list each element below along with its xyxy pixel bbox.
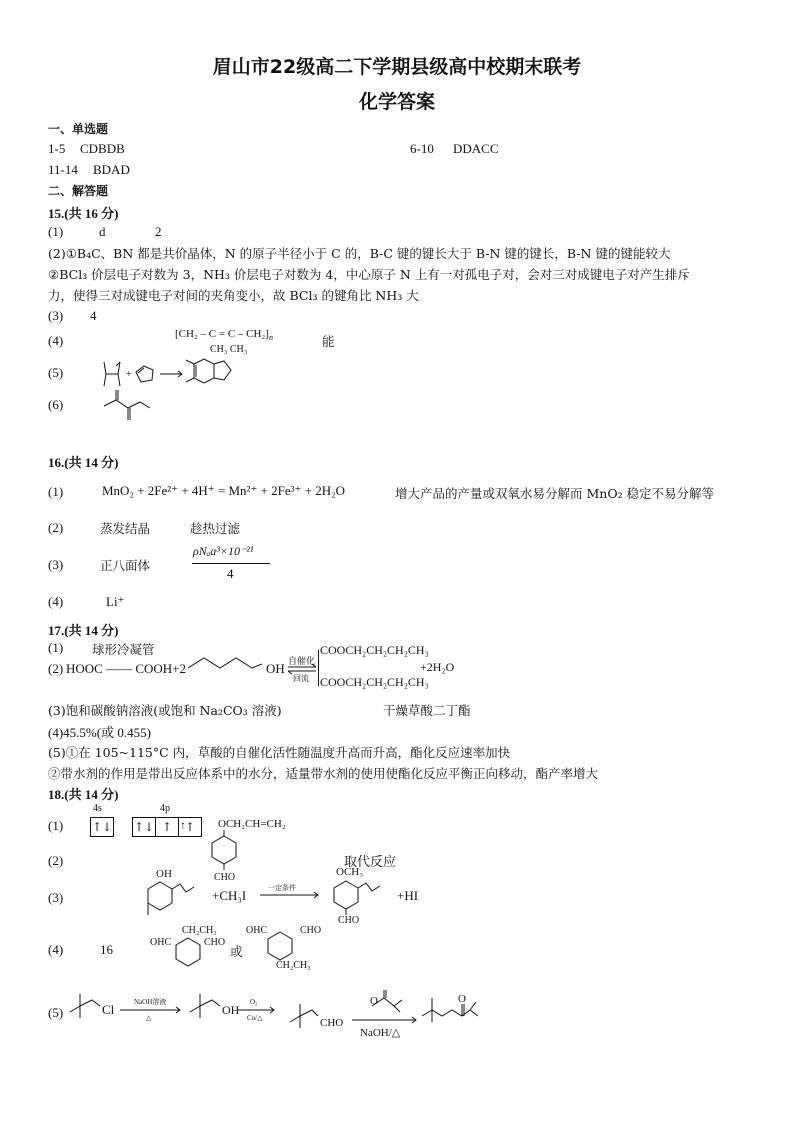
q17-p5-line2: ②带水剂的作用是带出反应体系中的水分，适量带水剂的使用使酯化反应平衡正向移动，酯产率增大 (48, 766, 599, 781)
mc-answers-2: DDACC (453, 141, 499, 156)
q18-p3-cho: CHO (338, 915, 360, 926)
svg-text:Cl: Cl (102, 1002, 115, 1017)
mc-answers-1: CDBDB (80, 141, 125, 156)
q18-p1-extra-arrow: ↑ (180, 818, 186, 832)
q17-p5-line1: (5)①在 105~115°C 内，草酸的自催化活性随温度升高而升高，酯化反应速率加快 (48, 745, 511, 760)
q15-p3-answer: 4 (90, 308, 97, 323)
q18-p2-reaction-type: 取代反应 (344, 855, 397, 870)
q18-p1-4p-label: 4p (160, 803, 170, 814)
mc-range-3: 11-14 (48, 162, 78, 177)
q18-p3-reactant-ring (146, 880, 196, 920)
q18-p3-och3: OCH₃ (336, 866, 364, 878)
q16-p4-num: (4) (48, 594, 64, 609)
q17-p1-num: (1) (48, 640, 64, 655)
q18-p4-isomer1-cho-left: OHC (150, 937, 172, 948)
q15-p2-line2: ②BCl₃ 价层电子对数为 3，NH₃ 价层电子对数为 4，中心原子 N 上有一对孤电子对，会对三对成键电子对产生排斥 (48, 267, 690, 282)
q18-p2-allyl-ether-top: OCH₂CH=CH₂ (218, 818, 286, 830)
q18-p4-count: 16 (100, 942, 113, 957)
q15-p2-line1: (2)①B₄C、BN 都是共价晶体，N 的原子半径小于 C 的，B-C 键的键长大于 B-N 键的键长，B-N 键的键能较大 (48, 246, 671, 261)
svg-text:△: △ (146, 1014, 152, 1022)
q17-p1-answer: 球形冷凝管 (92, 642, 155, 657)
q15-p2-line3: 力，使得三对成键电子对间的夹角变小，故 BCl₃ 的键角比 NH₃ 大 (48, 288, 419, 303)
q18-p3-reagent: +CH₃I (212, 888, 247, 903)
q15-p6-num: (6) (48, 397, 64, 412)
q17-p2-condition-top: 自催化 (288, 657, 316, 667)
svg-text:NaOH溶液: NaOH溶液 (134, 998, 167, 1006)
q16-p1-equation: MnO₂ + 2Fe²⁺ + 4H⁺ = Mn²⁺ + 2Fe³⁺ + 2H₂O (102, 483, 346, 498)
q16-p2-num: (2) (48, 520, 64, 535)
q17-p2-water: +2H₂O (420, 660, 455, 674)
q15-p6-diketone-structure (100, 388, 160, 438)
q17-p3-answer: (3)饱和碳酸钠溶液(或饱和 Na₂CO₃ 溶液) (48, 703, 282, 718)
q18-p4-isomer2-ethyl: CH₂CH₃ (276, 960, 311, 971)
q16-p3-numerator: ρNₐa³×10⁻²¹ (193, 544, 254, 558)
mc-range-2: 6-10 (410, 141, 434, 156)
q17-p2-ester-top: COOCH₂CH₂CH₂CH₃ (320, 643, 429, 657)
svg-text:+: + (126, 369, 132, 380)
q18-p3-product-ring (332, 879, 382, 919)
q16-header: 16.(共 14 分) (48, 455, 119, 470)
q18-p2-num: (2) (48, 853, 64, 868)
svg-text:NaOH/△: NaOH/△ (360, 1027, 401, 1039)
mc-range-1: 1-5 (48, 141, 66, 156)
svg-text:CHO: CHO (320, 1017, 344, 1029)
q18-p3-reaction-arrow (258, 891, 322, 899)
q15-p4-answer: 能 (322, 334, 335, 349)
q17-header: 17.(共 14 分) (48, 623, 119, 638)
q18-p1-orbital-4p-box1: ↑↓ (132, 817, 156, 837)
q16-p3-denominator: 4 (227, 566, 234, 581)
q16-p1-note: 增大产品的产量或双氧水易分解而 MnO₂ 稳定不易分解等 (395, 486, 715, 501)
page-title: 眉山市22级高二下学期县级高中校期末联考 (212, 56, 582, 78)
q18-p4-num: (4) (48, 942, 64, 957)
q17-p4-answer: (4)45.5%(或 0.455) (48, 725, 151, 740)
q18-p1-orbital-4s: ↑↓ (90, 817, 114, 837)
q18-p4-isomer1-cho-right: CHO (204, 937, 226, 948)
q18-p5-synthesis-route (66, 990, 496, 1040)
q15-p1-answer-b: 2 (155, 224, 162, 239)
svg-text:OH: OH (222, 1003, 240, 1017)
q18-p1-orbital-4p (132, 817, 202, 837)
section-heading-free: 二、解答题 (48, 184, 109, 198)
svg-text:O: O (458, 993, 466, 1005)
page-subtitle: 化学答案 (358, 91, 435, 113)
section-heading-mc: 一、单选题 (48, 122, 109, 136)
q18-p4-isomer2-cho-right: CHO (300, 925, 322, 936)
q18-p4-isomer1-ethyl: CH₂CH₃ (182, 925, 217, 936)
q17-p2-ester-bottom: COOCH₂CH₂CH₂CH₃ (320, 675, 429, 689)
q16-p2-answer-b: 趁热过滤 (190, 521, 241, 536)
q18-p1-num: (1) (48, 818, 64, 833)
mc-answers-3: BDAD (93, 162, 130, 177)
q16-p3-num: (3) (48, 557, 64, 572)
q15-p1-answer-a: d (99, 224, 106, 239)
q17-p2-ester-bond (318, 650, 319, 686)
q15-p5-num: (5) (48, 365, 64, 380)
q18-p3-oh: OH (156, 868, 172, 880)
q16-p3-answer-a: 正八面体 (100, 558, 151, 573)
q17-p2-condition-bottom: 回流 (293, 674, 309, 683)
q16-p4-answer: Li⁺ (106, 594, 125, 609)
q15-p4-num: (4) (48, 333, 64, 348)
q15-p4-polymer: $[CH_2 - C = C - CH_2]_n$ (175, 328, 273, 343)
q16-p2-answer-a: 蒸发结晶 (100, 521, 151, 536)
q17-p2-butanol-chain (186, 652, 266, 676)
q17-p2-hydroxyl: OH (266, 661, 285, 676)
q18-p1-4s-label: 4s (93, 803, 102, 814)
q18-p4-isomer2-cho-left: OHC (246, 925, 268, 936)
q18-p2-benzaldehyde-ring (210, 830, 240, 876)
q16-p1-num: (1) (48, 484, 64, 499)
q17-p3-answer-b: 干燥草酸二丁酯 (383, 703, 471, 718)
q18-p3-num: (3) (48, 890, 64, 905)
q15-p3-num: (3) (48, 308, 64, 323)
q18-p1-orbital-4p-box3: ↑ (179, 817, 202, 837)
q15-header: 15.(共 16 分) (48, 206, 119, 221)
svg-text:O: O (370, 995, 378, 1007)
q16-p3-fraction-bar (192, 563, 270, 564)
svg-text:Cu/△: Cu/△ (247, 1014, 263, 1022)
svg-text:O₂: O₂ (250, 998, 258, 1006)
q18-p4-isomer2-ring (266, 930, 300, 964)
q17-p2-oxalic-acid: HOOC —— COOH+2 (66, 661, 187, 676)
q18-p2-cho: CHO (214, 872, 236, 883)
q18-p5-num: (5) (48, 1005, 64, 1020)
q18-p4-or: 或 (230, 944, 243, 959)
q17-p2-num: (2) (48, 661, 64, 676)
q18-p3-condition: 一定条件 (268, 884, 296, 892)
q15-p4-polymer-substituents: CH₃ CH₃ (210, 344, 248, 355)
q18-header: 18.(共 14 分) (48, 787, 119, 802)
q18-p3-hi: +HI (397, 888, 419, 903)
q15-p1-num: (1) (48, 224, 64, 239)
q18-p1-orbital-4p-box2: ↑ (156, 817, 179, 837)
q18-p4-isomer1-ring (174, 936, 208, 970)
